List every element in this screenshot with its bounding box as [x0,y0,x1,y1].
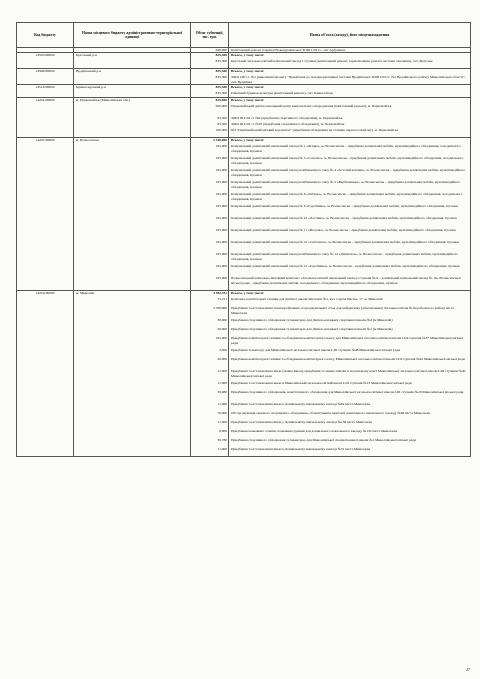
object-description: Всього, у тому числі: [231,291,265,295]
amount-value: 9,000 [219,429,227,433]
amount-value: 195,000 [215,264,227,268]
object-description: Придбання спортивного обладнання та інвентарю для Миколаївської спеціалізованої школи №1 Миколаївської міської ради [231,438,416,442]
amount-value: 195,000 [215,168,227,172]
object-description: Придбання спортивного обладнання, комп'ютерного обладнання для Миколаївської загальноосвітньої школи І-ІІІ ступенів №18 Миколаївської міської ради [231,390,464,394]
budget-name-cell: Кривоозерський р-н [74,85,191,98]
subvention-table [16,22,471,457]
object-description: Комунальний дошкільний навчальний заклад № 10 «Ластівка», м. Вознесенськ – придбання дошкільних меблів, мультимедійного обладнання, іграшок [231,216,457,220]
amount-value: 11,000 [217,447,227,451]
object-description: Придбання спортивного обладнання та інвентарю для Дитячо-юнацької спортивної школи №2 (м Миколаїв) [231,318,393,322]
amount-cell [191,53,229,69]
amount-value: 195,000 [215,204,227,208]
amount-value: 195,000 [215,156,227,160]
object-description: Комплект комп'ютерної техніки для Дитячої школи мистецтв №1, вул. Сергія Цвєтка, 17, м. Миколаїв [231,297,383,301]
amount-value: 835,300 [215,53,227,57]
table-body [17,48,471,457]
amount-value: 195,000 [215,276,227,280]
amount-value: 3,000 [219,348,227,352]
object-cell [229,98,471,138]
header-code: Код бюджету [17,23,74,48]
amount-value: 835,300 [215,59,227,63]
object-cell [229,69,471,85]
amount-value: 835,000 [215,98,227,102]
object-description: Комунальний дошкільний навчальний заклад № 15 «Горобинка», м. Вознесенськ – придбання дошкільних меблів, мультимедійного обладнання, іграшок [231,264,460,268]
object-description: Всього, у тому числі: [231,85,265,89]
object-description: Придбання та встановлення вікон (заміна вікон), придбання та заміна плитки в початковому класі Миколаївської загальноосвітньої школи І-ІІІ ступенів №40 Миколаївської міської ради [231,369,466,378]
amount-value: 195,000 [215,144,227,148]
amount-value: 835,300 [215,75,227,79]
amount-value: 835,300 [215,91,227,95]
table-header-row [17,23,471,48]
object-description: Братський загальноосвітній навчальний заклад І ступеня (капітальний ремонт, термоізоляція, ремонт системи опалення), смт. Братське [231,59,433,63]
budget-name-cell: м. Вознесенськ [74,138,191,291]
object-description: Придбання та встановлення повнопрофільних огороджувальних сіток для майданчику (забезпечення) Загальноосвітня № Корабельного району міста Миколаєва [231,306,454,315]
object-description: Капітальний ремонт покрівлі Новокураківської ЗОШ І-ІІІ ст., смт Арбузинка [231,48,346,52]
amount-value: 195,000 [215,180,227,184]
amount-value: 500,000 [215,104,227,108]
object-cell [229,85,471,98]
table-row [17,291,471,457]
object-description: Придбання та встановлення вікон в Дошкільному навчальному закладі №31 міста Миколаєва [231,447,371,451]
object-description: Всього, у тому числі: [231,98,265,102]
table-row [17,85,471,98]
amount-value: 83,500 [217,122,227,126]
amount-value: 26,000 [217,327,227,331]
amount-value: 195,000 [215,192,227,196]
header-amount: Обсяг субвенції, тис. грн. [191,23,229,48]
header-object: Назва об'єкта (заходу), його місцезнаходження [229,23,471,48]
table-row [17,98,471,138]
object-description: Всього, у тому числі: [231,53,265,57]
amount-value: 648,960 [215,48,227,52]
amount-value: 39,980 [217,390,227,394]
amount-value: 3 780,000 [213,306,227,310]
budget-code-cell: 14513200000 [17,85,74,98]
budget-code-cell: 14202100000 [17,138,74,291]
amount-value: 195,000 [215,240,227,244]
object-description: Вознесенський навчально-виховний комплекс «Загальноосвітній навчальний заклад І ступеня № 9 – дошкільний навчальний заклад № 16» Вознесенської міської ради – придбання дошкільних меблів, холодильного обладнання, мультимедійного обладнання, іграшок [231,276,461,285]
amount-value: 195,000 [215,228,227,232]
amount-value: 195,000 [215,216,227,220]
table-row [17,138,471,291]
object-description: Комунальний дошкільний навчальний заклад № 3 «Сонечко», м. Вознесенськ – придбання дошкільних меблів, мультимедійного обладнання, холодильного обладнання, іграшок [231,156,464,165]
amount-cell [191,138,229,291]
object-description: Придбання спортивного обладнання та інвентарю для Дитячо-юнацької спортивної школи №1 (м Миколаїв) [231,327,393,331]
object-description: Придбання комп'ютерної техніки та обладнання комп'ютерного класу для Миколаївської загальноосвітньої школи І-ІІІ ступенів №37 Миколаївської міської ради [231,336,463,345]
amount-value: 11,000 [217,402,227,406]
object-description: Комунальний дошкільний навчальний заклад комбінованого типу № 5 «Вербиченька», м. Вознесенськ – придбання дошкільних меблів, мультимедійного обладнання, іграшок [231,180,461,189]
budget-code-cell: 14201100000 [17,291,74,457]
amount-value: 835,300 [215,69,227,73]
budget-name-cell: Братський р-н [74,53,191,69]
object-description: Придбання та встановлення вікон в Миколаївській загальноосвітній школі І-ІІІ ступенів №15 Миколаївської міської ради [231,381,412,385]
object-cell [229,291,471,457]
object-description: Районний будинок культури (капітальний ремонт), смт. Криве Озеро [231,91,334,95]
object-description: Комунальний дошкільний навчальний заклад № 9 «Горобинка», м. Вознесенськ – придбання дошкільних меблів, мультимедійного обладнання, іграшок [231,204,458,208]
amount-value: 11,000 [217,381,227,385]
object-description: Придбання телевізору для Миколаївської загальноосвітньої школи І-ІІІ ступенів №48 Миколаївської міської ради [231,348,401,352]
object-description: Комунальний дошкільний навчальний заклад комбінованого типу № 14 «Дзвіночок», м. Вознесенськ – придбання дошкільних меблів, мультимедійного обладнання, іграшок [231,252,458,261]
budget-name-cell: Врадіївський р-н [74,69,191,85]
object-description: Комунальний дошкільний навчальний заклад комбінованого типу № 4 «Золотий ключик», м. Вознесенськ – придбання дошкільних меблів, мультимедійного обладнання, іграшок [231,168,466,177]
amount-value: 4 963,911 [213,291,227,295]
budget-code-cell: 14505200000 [17,53,74,69]
object-description: Комунальний дошкільний навчальний заклад № 11 «Веселка», м. Вознесенськ – придбання дошкільних меблів, мультимедійного обладнання, іграшок [231,228,456,232]
amount-cell [191,98,229,138]
object-description: ЗОШ ІІІ І-ІІІ ст. №9 (придбання спортивного обладнання), м. Первомайськ [231,116,343,120]
amount-value: 31,211 [217,297,227,301]
header-budget-name: Назва місцевого бюджету адміністративно-територіальної одиниці [74,23,191,48]
object-description: Обслуговування окремого спортивного обладнання, облаштування території дошкільного навчального закладу №66 міста Миколаєва [231,411,431,415]
amount-value: 83,500 [217,116,227,120]
object-description: Комунальний дошкільний навчальний заклад № 6 «Лебідка», м. Вознесенськ – придбання дошкільних меблів, мультимедійного обладнання, холодильного обладнання, іграшок [231,192,463,201]
amount-value: 39,780 [217,438,227,442]
budget-code-cell: 14506200000 [17,69,74,85]
amount-value: 20,000 [217,357,227,361]
object-description: Первомайський дитячо-юнацький центр національного відродження (капітальний ремонт), м. Первомайськ [231,104,392,108]
amount-value: 835,300 [215,85,227,89]
amount-value: 38,600 [217,318,227,322]
object-description: Придбання пожежних стовпів, пожежних рукавів для дошкільного навчального закладу №132 міста Миколаєва [231,429,398,433]
object-description: Всього, у тому числі: [231,69,265,73]
amount-cell [191,85,229,98]
amount-value: 11,000 [217,369,227,373]
table-row [17,53,471,69]
amount-cell [191,69,229,85]
object-description: КП "Первомайський міський водоканал" (придбання обладнання на станцію першого підйому), м. Первомайськ [231,128,399,132]
budget-name-cell: м. Миколаїв [74,291,191,457]
amount-value: 195,000 [215,336,227,340]
object-description: Придбання та встановлення вікон в Дошкільному навчальному закладі №62 міста Миколаєва [231,402,371,406]
amount-cell [191,291,229,457]
object-description: ЗОШ І-ІІІ ст. №1 (виконання проекту "Придбання до понаднормативної системи Врадіївської ЗОШ І-ІІІ ст. №1 Врадіївського району Миколаївської області", смт. Врадіївка [231,75,466,84]
amount-value: 195,000 [215,252,227,256]
table-row [17,69,471,85]
object-cell [229,53,471,69]
page-number: 27 [466,667,470,672]
object-description: Всього, у тому числі: [231,138,265,142]
object-description: Комунальний дошкільний навчальний заклад № 12 «Світлячок», м. Вознесенськ – придбання дошкільних меблів, мультимедійного обладнання, іграшок [231,240,460,244]
budget-name-cell: м. Первомайськ (Миколаївська обл.) [74,98,191,138]
amount-value: 11,000 [217,420,227,424]
object-cell [229,138,471,291]
object-description: Придбання комп'ютерної техніки та обладнання комп'ютерного класу Миколаївської загальноосвітньої школи І-ІІІ ступенів №42 Миколаївської міської ради [231,357,465,361]
object-description: ЗОШ ІІІ І-ІІІ ст. №16 (придбання спортивного обладнання), м. Первомайськ [231,122,345,126]
amount-value: 2 340,000 [213,138,227,142]
budget-code-cell: 14204100000 [17,98,74,138]
object-description: Придбання та встановлення вікон у Дошкільному навчальному закладі №139 міста Миколаєва [231,420,373,424]
amount-value: 70,000 [217,411,227,415]
amount-value: 160,000 [215,128,227,132]
object-description: Комунальний дошкільний навчальний заклад № 1 «Ягідка», м. Вознесенськ – придбання дошкільних меблів, мультимедійного обладнання, холодильного обладнання, іграшок [231,144,461,153]
